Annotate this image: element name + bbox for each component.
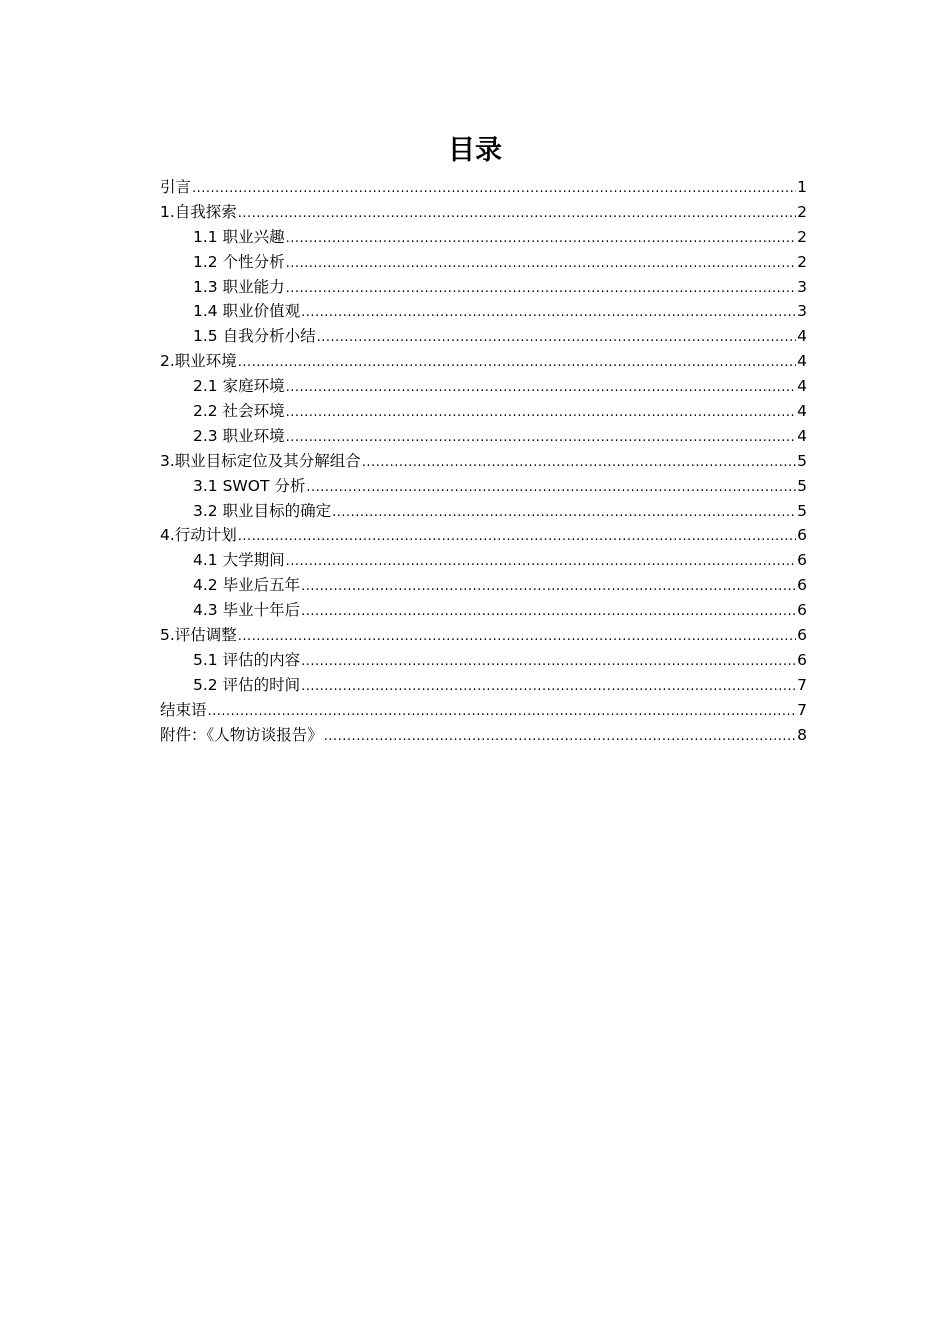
toc-entry[interactable] (160, 449, 807, 474)
toc-entry-label: 2.职业环境 (160, 352, 237, 371)
toc-entry-page: 2 (797, 252, 807, 271)
toc-entry-page: 6 (797, 601, 807, 620)
toc-entry[interactable] (160, 474, 807, 499)
toc-title: 目录 (448, 135, 502, 166)
toc-entry[interactable] (160, 399, 807, 424)
toc-entry-page: 4 (797, 352, 807, 371)
toc-entry-label: 5.评估调整 (160, 626, 237, 645)
toc-entry[interactable] (160, 598, 807, 623)
toc-entry[interactable] (160, 250, 807, 275)
toc-entry-page: 7 (797, 700, 807, 719)
toc-dot-leader (238, 351, 796, 376)
toc-entry-page: 4 (797, 426, 807, 445)
toc-entry[interactable] (160, 499, 807, 524)
toc-entry-label: 1.3 职业能力 (193, 277, 285, 296)
toc-list (160, 175, 807, 747)
toc-entry-label: 1.自我探索 (160, 202, 237, 221)
toc-entry-label: 4.1 大学期间 (193, 551, 285, 570)
toc-entry[interactable] (160, 175, 807, 200)
toc-entry[interactable] (160, 648, 807, 673)
toc-entry-page: 6 (797, 526, 807, 545)
toc-entry[interactable] (160, 573, 807, 598)
toc-entry-page: 1 (797, 178, 807, 196)
toc-dot-leader (301, 575, 796, 600)
toc-dot-leader (286, 550, 797, 575)
toc-entry-label: 引言 (160, 178, 192, 196)
toc-entry-page: 3 (797, 302, 807, 321)
toc-entry-label: 2.1 家庭环境 (193, 377, 285, 396)
toc-dot-leader (286, 401, 797, 426)
toc-entry[interactable] (160, 723, 807, 748)
toc-entry[interactable] (160, 698, 807, 723)
toc-dot-leader (286, 426, 797, 451)
toc-entry-label: 4.行动计划 (160, 526, 237, 545)
toc-entry-label: 附件：《人物访谈报告》 (160, 725, 323, 744)
toc-entry-page: 5 (797, 451, 807, 470)
toc-dot-leader (301, 650, 796, 675)
toc-entry[interactable] (160, 225, 807, 250)
toc-entry-label: 3.1 SWOT 分析 (193, 476, 306, 495)
toc-dot-leader (317, 326, 797, 351)
toc-entry-page: 6 (797, 576, 807, 595)
toc-entry-label: 2.2 社会环境 (193, 402, 285, 421)
toc-dot-leader (286, 252, 797, 277)
toc-entry[interactable] (160, 623, 807, 648)
toc-entry[interactable] (160, 349, 807, 374)
toc-dot-leader (286, 277, 797, 302)
toc-entry-page: 6 (797, 551, 807, 570)
toc-entry[interactable] (160, 424, 807, 449)
toc-dot-leader (192, 177, 796, 202)
toc-entry[interactable] (160, 523, 807, 548)
toc-entry-label: 4.2 毕业后五年 (193, 576, 301, 595)
toc-entry[interactable] (160, 548, 807, 573)
toc-entry[interactable] (160, 673, 807, 698)
toc-entry-page: 3 (797, 277, 807, 296)
toc-dot-leader (301, 301, 796, 326)
toc-dot-leader (286, 227, 797, 252)
toc-entry-label: 4.3 毕业十年后 (193, 601, 301, 620)
toc-entry-label: 1.1 职业兴趣 (193, 227, 285, 246)
toc-dot-leader (332, 501, 796, 526)
toc-entry[interactable] (160, 200, 807, 225)
toc-entry-page: 6 (797, 626, 807, 645)
toc-dot-leader (208, 700, 797, 725)
toc-entry-page: 2 (797, 202, 807, 221)
toc-entry-page: 5 (797, 501, 807, 520)
toc-entry-label: 5.2 评估的时间 (193, 675, 301, 694)
toc-entry-label: 3.职业目标定位及其分解组合 (160, 451, 361, 470)
toc-dot-leader (238, 625, 796, 650)
toc-entry-page: 4 (797, 377, 807, 396)
toc-entry-label: 1.4 职业价值观 (193, 302, 301, 321)
toc-dot-leader (324, 725, 796, 750)
toc-dot-leader (362, 451, 796, 476)
toc-entry[interactable] (160, 374, 807, 399)
toc-dot-leader (301, 600, 796, 625)
toc-entry-label: 结束语 (160, 700, 207, 719)
toc-entry-label: 1.2 个性分析 (193, 252, 285, 271)
toc-entry-page: 6 (797, 650, 807, 669)
toc-dot-leader (301, 675, 796, 700)
toc-entry-label: 1.5 自我分析小结 (193, 327, 316, 346)
toc-entry-label: 5.1 评估的内容 (193, 650, 301, 669)
toc-entry-page: 4 (797, 402, 807, 421)
toc-dot-leader (306, 476, 796, 501)
toc-entry-page: 4 (797, 327, 807, 346)
toc-dot-leader (238, 202, 796, 227)
toc-dot-leader (238, 525, 796, 550)
toc-entry-page: 5 (797, 476, 807, 495)
toc-entry[interactable] (160, 275, 807, 300)
toc-entry-page: 7 (797, 675, 807, 694)
toc-entry-label: 3.2 职业目标的确定 (193, 501, 332, 520)
toc-entry[interactable] (160, 299, 807, 324)
toc-dot-leader (286, 376, 797, 401)
toc-entry-page: 2 (797, 227, 807, 246)
toc-entry-label: 2.3 职业环境 (193, 426, 285, 445)
toc-entry-page: 8 (797, 725, 807, 744)
toc-entry[interactable] (160, 324, 807, 349)
